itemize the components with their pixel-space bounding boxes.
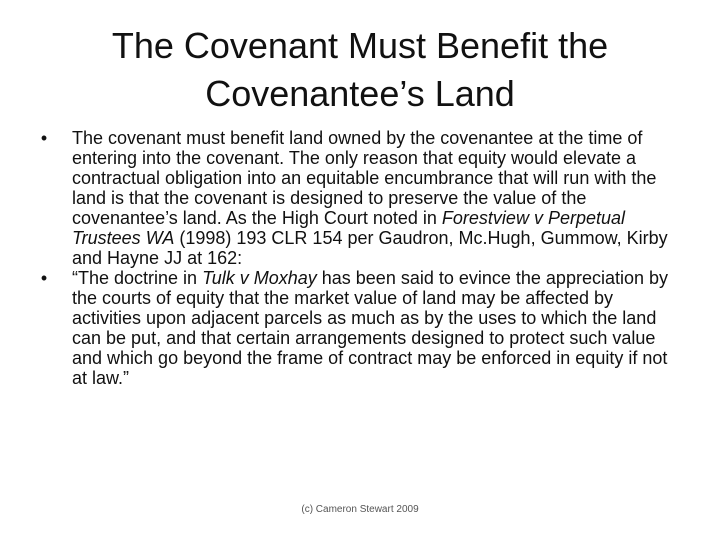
slide-title: [60, 22, 660, 118]
bullet-item-quotation: [36, 268, 686, 388]
copyright-footer: (c) Cameron Stewart 2009: [301, 504, 419, 515]
bullet-point-icon: •: [40, 268, 48, 288]
slide-title-line-2: Covenantee’s Land: [205, 73, 515, 114]
bullet-item-covenant-benefit: [36, 128, 686, 268]
slide-title-line-1: The Covenant Must Benefit the: [111, 25, 609, 66]
case-name-tulk-v-moxhay: Tulk v Moxhay: [202, 268, 317, 288]
bullet-list: [36, 128, 686, 388]
bullet-text: [72, 268, 668, 388]
bullet-text-part: The covenant must benefit land owned by the covenantee at the time of entering into the covenant. The only reason that equity would elevate a contractual obligation into an equitable encumbrance that will run with the land is that the covenant is designed to preserve the value of the covenantee’s land. As the High Court noted in: [72, 128, 657, 228]
bullet-point-icon: •: [40, 128, 48, 148]
case-name-forestview: Forestview v Perpetual Trustees WA: [72, 208, 625, 248]
bullet-text-part: has been said to evince the appreciation by the courts of equity that the market value of land may be affected by activities upon adjacent parcels as much as by the uses to which the land can be put, and that certain arrangements designed to protect such value and which go beyond the frame of contract may be enforced in equity if not at law.”: [72, 268, 669, 388]
bullet-text: [72, 128, 668, 268]
bullet-text-part: “The doctrine in: [72, 268, 203, 288]
bullet-text-part: (1998) 193 CLR 154 per Gaudron, Mc.Hugh, Gummow, Kirby and Hayne JJ at 162:: [72, 228, 668, 268]
